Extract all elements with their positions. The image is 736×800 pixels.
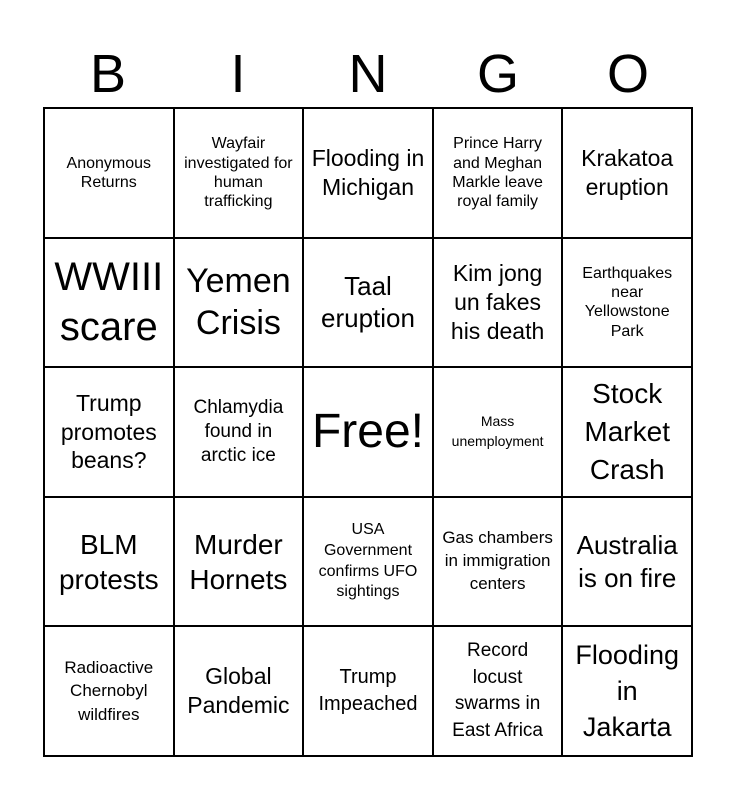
cell-text: Gas chambers in immigration centers [442, 528, 553, 594]
bingo-cell-r5-c1[interactable] [44, 626, 174, 756]
bingo-cell-free[interactable] [303, 367, 433, 497]
bingo-cell-r3-c1[interactable] [44, 367, 174, 497]
cell-text: Flooding in Jakarta [575, 639, 679, 743]
cell-text: Wayfair investigated for human trafficking [184, 135, 293, 210]
header-letter-n: N [348, 44, 388, 104]
bingo-cell-r1-c2[interactable] [174, 108, 304, 238]
cell-text: Australia is on fire [576, 530, 678, 593]
cell-text: Yemen Crisis [186, 261, 291, 343]
cell-text: Krakatoa eruption [581, 145, 674, 200]
cell-text: Trump promotes beans? [60, 389, 157, 474]
cell-text: Radioactive Chernobyl wildfires [64, 657, 154, 725]
header-letter-g: G [476, 44, 519, 104]
bingo-cell-r4-c3[interactable] [303, 497, 433, 627]
cell-text: Global Pandemic [187, 663, 290, 719]
cell-text: Earthquakes near Yellowstone Park [582, 265, 673, 340]
header-letter-b: B [89, 44, 127, 104]
cell-text: Anonymous Returns [66, 154, 152, 191]
bingo-cell-r4-c4[interactable] [433, 497, 563, 627]
bingo-cell-r1-c4[interactable] [433, 108, 563, 238]
bingo-cell-r2-c3[interactable] [303, 238, 433, 368]
cell-text: Prince Harry and Meghan Markle leave royal family [452, 135, 543, 210]
bingo-cell-r5-c2[interactable] [174, 626, 304, 756]
bingo-cell-r1-c5[interactable] [562, 108, 692, 238]
bingo-cell-r2-c2[interactable] [174, 238, 304, 368]
cell-text: Record locust swarms in East Africa [452, 640, 543, 741]
header-letter-i: I [230, 44, 246, 104]
cell-text: Kim jong un fakes his death [450, 260, 545, 344]
bingo-cell-r5-c3[interactable] [303, 626, 433, 756]
cell-text: Murder Hornets [189, 528, 288, 595]
bingo-cell-r5-c4[interactable] [433, 626, 563, 756]
cell-text: Free! [311, 405, 424, 459]
cell-text: Trump Impeached [318, 666, 418, 716]
bingo-cell-r4-c5[interactable] [562, 497, 692, 627]
bingo-header [43, 40, 693, 108]
bingo-cell-r1-c1[interactable] [44, 108, 174, 238]
cell-text: WWIII scare [54, 255, 164, 350]
cell-text: Mass unemployment [451, 413, 544, 449]
bingo-cell-r1-c3[interactable] [303, 108, 433, 238]
cell-text: Stock Market Crash [584, 378, 670, 485]
header-letter-o: O [606, 44, 649, 104]
bingo-cell-r4-c2[interactable] [174, 497, 304, 627]
bingo-cell-r3-c4[interactable] [433, 367, 563, 497]
bingo-cell-r3-c5[interactable] [562, 367, 692, 497]
cell-text: Chlamydia found in arctic ice [193, 397, 284, 466]
bingo-board [43, 107, 693, 757]
cell-text: USA Government confirms UFO sightings [318, 521, 418, 601]
cell-text: Flooding in Michigan [311, 145, 425, 200]
bingo-cell-r5-c5[interactable] [562, 626, 692, 756]
bingo-cell-r2-c1[interactable] [44, 238, 174, 368]
cell-text: BLM protests [58, 528, 159, 595]
bingo-cell-r2-c5[interactable] [562, 238, 692, 368]
cell-text: Taal eruption [321, 270, 415, 334]
bingo-cell-r4-c1[interactable] [44, 497, 174, 627]
bingo-cell-r3-c2[interactable] [174, 367, 304, 497]
bingo-cell-r2-c4[interactable] [433, 238, 563, 368]
